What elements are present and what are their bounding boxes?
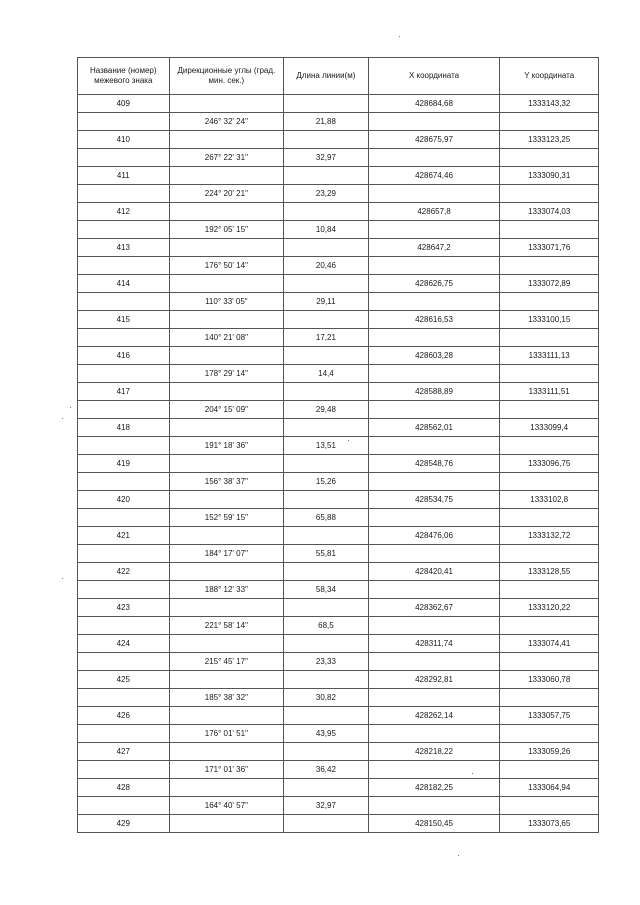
line-length-cell bbox=[284, 275, 368, 293]
line-length-cell: 55,81 bbox=[284, 545, 368, 563]
y-coordinate-cell bbox=[500, 617, 599, 635]
point-name-cell: 411 bbox=[78, 167, 170, 185]
point-name-cell: 416 bbox=[78, 347, 170, 365]
point-name-cell bbox=[78, 761, 170, 779]
bearing-angle-cell: 164° 40' 57" bbox=[169, 797, 284, 815]
line-length-cell bbox=[284, 491, 368, 509]
bearing-angle-cell bbox=[169, 419, 284, 437]
y-coordinate-cell: 1333072,89 bbox=[500, 275, 599, 293]
x-coordinate-cell bbox=[368, 437, 500, 455]
x-coordinate-cell: 428182,25 bbox=[368, 779, 500, 797]
point-name-cell: 421 bbox=[78, 527, 170, 545]
scan-speck bbox=[348, 440, 349, 441]
bearing-angle-cell bbox=[169, 599, 284, 617]
bearing-angle-cell: 156° 38' 37" bbox=[169, 473, 284, 491]
table-row-segment bbox=[78, 581, 599, 599]
bearing-angle-cell: 191° 18' 36" bbox=[169, 437, 284, 455]
y-coordinate-cell: 1333074,41 bbox=[500, 635, 599, 653]
table-row-point bbox=[78, 455, 599, 473]
table-row-segment bbox=[78, 113, 599, 131]
bearing-angle-cell bbox=[169, 455, 284, 473]
bearing-angle-cell bbox=[169, 239, 284, 257]
bearing-angle-cell bbox=[169, 707, 284, 725]
x-coordinate-cell: 428218,22 bbox=[368, 743, 500, 761]
point-name-cell bbox=[78, 725, 170, 743]
table-row-segment bbox=[78, 617, 599, 635]
table-row-point bbox=[78, 671, 599, 689]
table-row-point bbox=[78, 239, 599, 257]
scan-speck bbox=[62, 418, 63, 419]
header-bearing-angle: Дирекционные углы (град. мин. сек.) bbox=[169, 58, 284, 95]
point-name-cell: 428 bbox=[78, 779, 170, 797]
point-name-cell bbox=[78, 221, 170, 239]
table-row-segment bbox=[78, 149, 599, 167]
point-name-cell bbox=[78, 401, 170, 419]
table-row-point bbox=[78, 167, 599, 185]
point-name-cell bbox=[78, 797, 170, 815]
bearing-angle-cell: 110° 33' 05" bbox=[169, 293, 284, 311]
table-row-segment bbox=[78, 545, 599, 563]
bearing-angle-cell bbox=[169, 203, 284, 221]
x-coordinate-cell: 428476,06 bbox=[368, 527, 500, 545]
line-length-cell bbox=[284, 599, 368, 617]
header-point-name: Название (номер) межевого знака bbox=[78, 58, 170, 95]
y-coordinate-cell bbox=[500, 221, 599, 239]
y-coordinate-cell bbox=[500, 473, 599, 491]
y-coordinate-cell bbox=[500, 797, 599, 815]
bearing-angle-cell: 171° 01' 36" bbox=[169, 761, 284, 779]
table-row-segment bbox=[78, 293, 599, 311]
table-row-segment bbox=[78, 437, 599, 455]
x-coordinate-cell bbox=[368, 365, 500, 383]
x-coordinate-cell bbox=[368, 725, 500, 743]
bearing-angle-cell bbox=[169, 95, 284, 113]
bearing-angle-cell bbox=[169, 635, 284, 653]
point-name-cell: 415 bbox=[78, 311, 170, 329]
point-name-cell: 425 bbox=[78, 671, 170, 689]
point-name-cell: 409 bbox=[78, 95, 170, 113]
point-name-cell: 424 bbox=[78, 635, 170, 653]
y-coordinate-cell bbox=[500, 509, 599, 527]
table-row-segment bbox=[78, 401, 599, 419]
bearing-angle-cell bbox=[169, 383, 284, 401]
header-line-length: Длина линии(м) bbox=[284, 58, 368, 95]
bearing-angle-cell: 204° 15' 09" bbox=[169, 401, 284, 419]
point-name-cell bbox=[78, 509, 170, 527]
y-coordinate-cell bbox=[500, 761, 599, 779]
line-length-cell bbox=[284, 131, 368, 149]
y-coordinate-cell: 1333102,8 bbox=[500, 491, 599, 509]
bearing-angle-cell bbox=[169, 347, 284, 365]
y-coordinate-cell: 1333060,78 bbox=[500, 671, 599, 689]
table-row-segment bbox=[78, 509, 599, 527]
bearing-angle-cell: 192° 05' 15" bbox=[169, 221, 284, 239]
line-length-cell bbox=[284, 671, 368, 689]
y-coordinate-cell bbox=[500, 329, 599, 347]
y-coordinate-cell: 1333073,65 bbox=[500, 815, 599, 833]
y-coordinate-cell: 1333132,72 bbox=[500, 527, 599, 545]
line-length-cell bbox=[284, 347, 368, 365]
line-length-cell bbox=[284, 779, 368, 797]
bearing-angle-cell: 140° 21' 08" bbox=[169, 329, 284, 347]
y-coordinate-cell: 1333099,4 bbox=[500, 419, 599, 437]
point-name-cell bbox=[78, 113, 170, 131]
table-row-segment bbox=[78, 185, 599, 203]
point-name-cell: 412 bbox=[78, 203, 170, 221]
point-name-cell bbox=[78, 257, 170, 275]
x-coordinate-cell bbox=[368, 581, 500, 599]
line-length-cell: 10,84 bbox=[284, 221, 368, 239]
table-row-point bbox=[78, 815, 599, 833]
y-coordinate-cell bbox=[500, 545, 599, 563]
bearing-angle-cell: 224° 20' 21" bbox=[169, 185, 284, 203]
point-name-cell bbox=[78, 185, 170, 203]
x-coordinate-cell bbox=[368, 509, 500, 527]
y-coordinate-cell bbox=[500, 689, 599, 707]
x-coordinate-cell: 428562,01 bbox=[368, 419, 500, 437]
table-row-point bbox=[78, 203, 599, 221]
scan-speck bbox=[70, 407, 71, 408]
scan-speck bbox=[458, 855, 459, 856]
line-length-cell bbox=[284, 635, 368, 653]
y-coordinate-cell bbox=[500, 581, 599, 599]
x-coordinate-cell bbox=[368, 257, 500, 275]
table-row-segment bbox=[78, 761, 599, 779]
scan-speck bbox=[399, 36, 400, 37]
x-coordinate-cell bbox=[368, 185, 500, 203]
x-coordinate-cell: 428262,14 bbox=[368, 707, 500, 725]
point-name-cell: 420 bbox=[78, 491, 170, 509]
line-length-cell bbox=[284, 95, 368, 113]
bearing-angle-cell bbox=[169, 131, 284, 149]
point-name-cell bbox=[78, 617, 170, 635]
bearing-angle-cell bbox=[169, 815, 284, 833]
point-name-cell bbox=[78, 653, 170, 671]
table-row-point bbox=[78, 707, 599, 725]
table-row-segment bbox=[78, 221, 599, 239]
y-coordinate-cell: 1333059,26 bbox=[500, 743, 599, 761]
point-name-cell: 414 bbox=[78, 275, 170, 293]
y-coordinate-cell: 1333123,25 bbox=[500, 131, 599, 149]
scan-speck bbox=[62, 578, 63, 579]
y-coordinate-cell: 1333100,15 bbox=[500, 311, 599, 329]
table-row-segment bbox=[78, 473, 599, 491]
x-coordinate-cell bbox=[368, 689, 500, 707]
bearing-angle-cell: 185° 38' 32" bbox=[169, 689, 284, 707]
line-length-cell bbox=[284, 311, 368, 329]
point-name-cell bbox=[78, 473, 170, 491]
line-length-cell bbox=[284, 707, 368, 725]
bearing-angle-cell bbox=[169, 743, 284, 761]
y-coordinate-cell: 1333111,51 bbox=[500, 383, 599, 401]
line-length-cell bbox=[284, 455, 368, 473]
point-name-cell bbox=[78, 365, 170, 383]
point-name-cell: 418 bbox=[78, 419, 170, 437]
bearing-angle-cell bbox=[169, 167, 284, 185]
y-coordinate-cell: 1333096,75 bbox=[500, 455, 599, 473]
line-length-cell bbox=[284, 239, 368, 257]
line-length-cell: 32,97 bbox=[284, 149, 368, 167]
point-name-cell: 410 bbox=[78, 131, 170, 149]
line-length-cell: 23,33 bbox=[284, 653, 368, 671]
y-coordinate-cell: 1333090,31 bbox=[500, 167, 599, 185]
line-length-cell: 13,51 bbox=[284, 437, 368, 455]
x-coordinate-cell bbox=[368, 221, 500, 239]
x-coordinate-cell: 428675,97 bbox=[368, 131, 500, 149]
x-coordinate-cell: 428420,41 bbox=[368, 563, 500, 581]
line-length-cell: 68,5 bbox=[284, 617, 368, 635]
x-coordinate-cell: 428311,74 bbox=[368, 635, 500, 653]
y-coordinate-cell bbox=[500, 653, 599, 671]
line-length-cell bbox=[284, 563, 368, 581]
line-length-cell: 20,46 bbox=[284, 257, 368, 275]
boundary-coordinates-table bbox=[77, 57, 599, 833]
table-row-point bbox=[78, 311, 599, 329]
x-coordinate-cell: 428588,89 bbox=[368, 383, 500, 401]
bearing-angle-cell bbox=[169, 563, 284, 581]
x-coordinate-cell bbox=[368, 653, 500, 671]
bearing-angle-cell: 176° 50' 14" bbox=[169, 257, 284, 275]
bearing-angle-cell bbox=[169, 779, 284, 797]
line-length-cell: 30,82 bbox=[284, 689, 368, 707]
table-row-point bbox=[78, 275, 599, 293]
line-length-cell bbox=[284, 203, 368, 221]
x-coordinate-cell bbox=[368, 329, 500, 347]
table-row-segment bbox=[78, 329, 599, 347]
y-coordinate-cell bbox=[500, 185, 599, 203]
y-coordinate-cell: 1333064,94 bbox=[500, 779, 599, 797]
bearing-angle-cell bbox=[169, 527, 284, 545]
x-coordinate-cell bbox=[368, 545, 500, 563]
point-name-cell bbox=[78, 689, 170, 707]
y-coordinate-cell: 1333111,13 bbox=[500, 347, 599, 365]
line-length-cell: 29,48 bbox=[284, 401, 368, 419]
y-coordinate-cell bbox=[500, 113, 599, 131]
table-row-segment bbox=[78, 725, 599, 743]
bearing-angle-cell: 267° 22' 31" bbox=[169, 149, 284, 167]
line-length-cell: 29,11 bbox=[284, 293, 368, 311]
x-coordinate-cell: 428626,75 bbox=[368, 275, 500, 293]
point-name-cell bbox=[78, 545, 170, 563]
y-coordinate-cell: 1333128,55 bbox=[500, 563, 599, 581]
point-name-cell bbox=[78, 293, 170, 311]
point-name-cell: 423 bbox=[78, 599, 170, 617]
bearing-angle-cell: 188° 12' 33" bbox=[169, 581, 284, 599]
x-coordinate-cell bbox=[368, 797, 500, 815]
y-coordinate-cell: 1333057,75 bbox=[500, 707, 599, 725]
x-coordinate-cell bbox=[368, 473, 500, 491]
line-length-cell bbox=[284, 743, 368, 761]
table-row-point bbox=[78, 743, 599, 761]
point-name-cell bbox=[78, 329, 170, 347]
line-length-cell bbox=[284, 167, 368, 185]
bearing-angle-cell bbox=[169, 491, 284, 509]
line-length-cell bbox=[284, 383, 368, 401]
point-name-cell bbox=[78, 437, 170, 455]
line-length-cell: 23,29 bbox=[284, 185, 368, 203]
table-row-point bbox=[78, 419, 599, 437]
y-coordinate-cell bbox=[500, 149, 599, 167]
line-length-cell: 15,26 bbox=[284, 473, 368, 491]
y-coordinate-cell: 1333071,76 bbox=[500, 239, 599, 257]
table-row-point bbox=[78, 347, 599, 365]
y-coordinate-cell: 1333143,32 bbox=[500, 95, 599, 113]
line-length-cell: 17,21 bbox=[284, 329, 368, 347]
table-row-segment bbox=[78, 257, 599, 275]
bearing-angle-cell: 176° 01' 51" bbox=[169, 725, 284, 743]
header-y-coordinate: Y координата bbox=[500, 58, 599, 95]
x-coordinate-cell: 428603,28 bbox=[368, 347, 500, 365]
bearing-angle-cell: 221° 58' 14" bbox=[169, 617, 284, 635]
bearing-angle-cell: 178° 29' 14" bbox=[169, 365, 284, 383]
x-coordinate-cell: 428362,67 bbox=[368, 599, 500, 617]
point-name-cell: 413 bbox=[78, 239, 170, 257]
table-row-segment bbox=[78, 653, 599, 671]
bearing-angle-cell: 184° 17' 07" bbox=[169, 545, 284, 563]
y-coordinate-cell bbox=[500, 437, 599, 455]
y-coordinate-cell bbox=[500, 365, 599, 383]
line-length-cell: 65,88 bbox=[284, 509, 368, 527]
line-length-cell: 14,4 bbox=[284, 365, 368, 383]
table-row-point bbox=[78, 599, 599, 617]
table-row-point bbox=[78, 95, 599, 113]
line-length-cell: 43,95 bbox=[284, 725, 368, 743]
point-name-cell: 429 bbox=[78, 815, 170, 833]
point-name-cell: 422 bbox=[78, 563, 170, 581]
table-row-point bbox=[78, 563, 599, 581]
line-length-cell: 32,97 bbox=[284, 797, 368, 815]
header-x-coordinate: X координата bbox=[368, 58, 500, 95]
x-coordinate-cell: 428684,68 bbox=[368, 95, 500, 113]
scan-speck bbox=[472, 773, 473, 774]
x-coordinate-cell: 428292,81 bbox=[368, 671, 500, 689]
bearing-angle-cell bbox=[169, 311, 284, 329]
bearing-angle-cell: 152° 59' 15" bbox=[169, 509, 284, 527]
line-length-cell bbox=[284, 815, 368, 833]
line-length-cell: 58,34 bbox=[284, 581, 368, 599]
y-coordinate-cell: 1333120,22 bbox=[500, 599, 599, 617]
bearing-angle-cell: 246° 32' 24" bbox=[169, 113, 284, 131]
table-row-point bbox=[78, 527, 599, 545]
line-length-cell bbox=[284, 527, 368, 545]
y-coordinate-cell bbox=[500, 257, 599, 275]
point-name-cell bbox=[78, 149, 170, 167]
x-coordinate-cell: 428647,2 bbox=[368, 239, 500, 257]
line-length-cell: 36,42 bbox=[284, 761, 368, 779]
table-row-point bbox=[78, 779, 599, 797]
table-row-point bbox=[78, 131, 599, 149]
table-row-point bbox=[78, 635, 599, 653]
bearing-angle-cell bbox=[169, 671, 284, 689]
x-coordinate-cell: 428657,8 bbox=[368, 203, 500, 221]
x-coordinate-cell: 428150,45 bbox=[368, 815, 500, 833]
point-name-cell bbox=[78, 581, 170, 599]
line-length-cell bbox=[284, 419, 368, 437]
point-name-cell: 426 bbox=[78, 707, 170, 725]
x-coordinate-cell bbox=[368, 149, 500, 167]
table-row-segment bbox=[78, 689, 599, 707]
x-coordinate-cell bbox=[368, 401, 500, 419]
table-row-segment bbox=[78, 365, 599, 383]
x-coordinate-cell: 428548,76 bbox=[368, 455, 500, 473]
point-name-cell: 427 bbox=[78, 743, 170, 761]
x-coordinate-cell: 428674,46 bbox=[368, 167, 500, 185]
y-coordinate-cell bbox=[500, 293, 599, 311]
y-coordinate-cell: 1333074,03 bbox=[500, 203, 599, 221]
x-coordinate-cell: 428534,75 bbox=[368, 491, 500, 509]
table-row-point bbox=[78, 491, 599, 509]
point-name-cell: 417 bbox=[78, 383, 170, 401]
table-header-row bbox=[78, 58, 599, 95]
bearing-angle-cell bbox=[169, 275, 284, 293]
table-row-segment bbox=[78, 797, 599, 815]
point-name-cell: 419 bbox=[78, 455, 170, 473]
table-row-point bbox=[78, 383, 599, 401]
x-coordinate-cell bbox=[368, 761, 500, 779]
x-coordinate-cell bbox=[368, 293, 500, 311]
y-coordinate-cell bbox=[500, 401, 599, 419]
x-coordinate-cell: 428616,53 bbox=[368, 311, 500, 329]
y-coordinate-cell bbox=[500, 725, 599, 743]
x-coordinate-cell bbox=[368, 617, 500, 635]
x-coordinate-cell bbox=[368, 113, 500, 131]
line-length-cell: 21,88 bbox=[284, 113, 368, 131]
bearing-angle-cell: 215° 45' 17" bbox=[169, 653, 284, 671]
